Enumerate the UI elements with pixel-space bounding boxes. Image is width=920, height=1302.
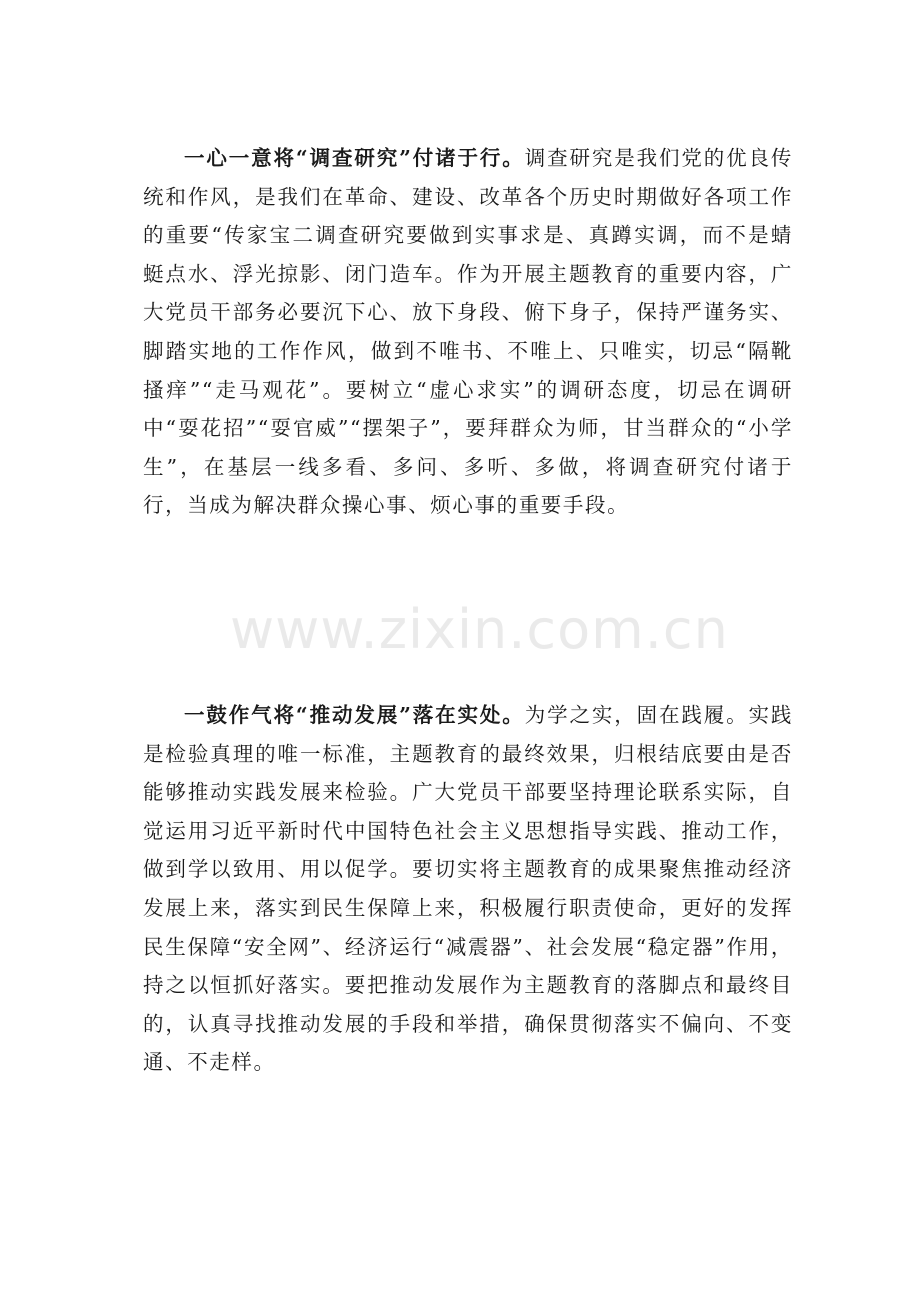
paragraph-body-text: 为学之实，固在践履。实践是检验真理的唯一标准，主题教育的最终效果，归根结底要由是否能够推动实践发展来检验。广大党员干部要坚持理论联系实际，自觉运用习近平新时代中国特色社会主义思想指导实践、推动工作，做到学以致用、用以促学。要切实将主题教育的成果聚焦推动经济发展上来，落实到民生保障上来，积极履行职责使命，更好的发挥民生保障“安全网”、经济运行“减震器”、社会发展“稳定器”作用，持之以恒抓好落实。要把推动发展作为主题教育的落脚点和最终目的，认真寻找推动发展的手段和举措，确保贯彻落实不偏向、不变通、不走样。 [143,703,794,1075]
paragraph-investigation-research [143,139,793,525]
paragraph-lead-heading: 一鼓作气将“推动发展”落在实处。 [184,703,525,727]
paragraph-lead-heading: 一心一意将“调查研究”付诸于行。 [184,146,525,170]
paragraph-promote-development [143,696,793,1082]
site-watermark: www.zixin.com.cn [230,598,729,661]
paragraph-body-text: 调查研究是我们党的优良传统和作风，是我们在革命、建设、改革各个历史时期做好各项工作的重要“传家宝二调查研究要做到实事求是、真蹲实调，而不是蜻蜓点水、浮光掠影、闭门造车。作为开展主题教育的重要内容，广大党员干部务必要沉下心、放下身段、俯下身子，保持严谨务实、脚踏实地的工作作风，做到不唯书、不唯上、只唯实，切忌“隔靴搔痒”“走马观花”。要树立“虚心求实”的调研态度，切忌在调研中“耍花招”“耍官威”“摆架子”，要拜群众为师，甘当群众的“小学生”，在基层一线多看、多问、多听、多做，将调查研究付诸于行，当成为解决群众操心事、烦心事的重要手段。 [143,146,794,518]
